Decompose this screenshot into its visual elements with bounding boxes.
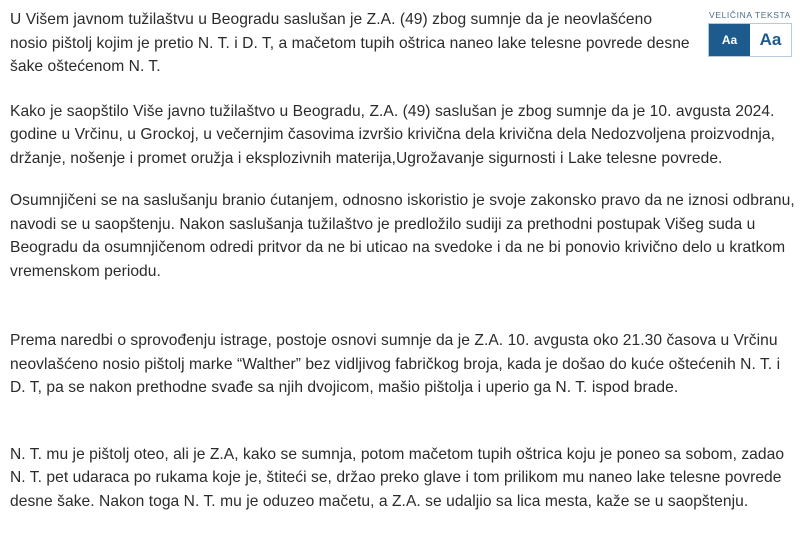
article-paragraph: Kako je saopštilo Više javno tužilaštvo u Beogradu, Z.A. (49) saslušan je zbog sumnje da je 10. avgusta 2024. godine u Vrčinu, u Grockoj, u večernjim časovima izvršio krivična dela krivična dela Nedozvoljena proizvodnja, držanje, nošenje i promet oružja i eksplozivnih materija,Ugrožavanje sigurnosti i Lake telesne povrede. — [10, 102, 776, 167]
article-body — [10, 8, 795, 513]
article-paragraph: U Višem javnom tužilaštvu u Beogradu saslušan je Z.A. (49) zbog sumnje da je neovlašćeno nosio pištolj kojim je pretio N. T. i D. T, a mačetom tupih oštrica naneo lake telesne povrede desne šake oštećenom N. T. — [10, 11, 690, 75]
text-size-label: VELIČINA TEKSTA — [709, 10, 791, 20]
text-size-large-button[interactable]: Aa — [750, 24, 791, 56]
text-size-small-button[interactable]: Aa — [709, 24, 750, 56]
article-paragraph: Prema naredbi o sprovođenju istrage, postoje osnovi sumnje da je Z.A. 10. avgusta oko 21.30 časova u Vrčinu neovlašćeno nosio pištolj marke “Walther” bez vidljivog fabričkog broja, kada je došao do kuće oštećenih N. T. i D. T, pa se nakon prethodne svađe sa njih dvojicom, mašio pištolja i uperio ga N. T. ispod brade. — [10, 332, 781, 396]
article-paragraph: Osumnjičeni se na saslušanju branio ćutanjem, odnosno iskoristio je svoje zakonsko pravo da ne iznosi odbranu, navodi se u saopštenju. Nakon saslušanja tužilaštvo je predložilo sudiji za prethodni postupak Višeg suda u Beogradu da osumnjičenom odredi pritvor da ne bi uticao na svedoke i da ne bi ponovio krivično delo u kratkom vremenskom periodu. — [10, 192, 795, 280]
article-paragraph: N. T. mu je pištolj oteo, ali je Z.A, kako se sumnja, potom mačetom tupih oštrica koju je poneo sa sobom, zadao N. T. pet udaraca po rukama koje je, štiteći se, držao preko glave i tom prilikom mu naneo lake telesne povrede desne šake. Nakon toga N. T. mu je oduzeo mačetu, a Z.A. se udaljio sa lica mesta, kaže se u saopštenju. — [10, 445, 785, 510]
